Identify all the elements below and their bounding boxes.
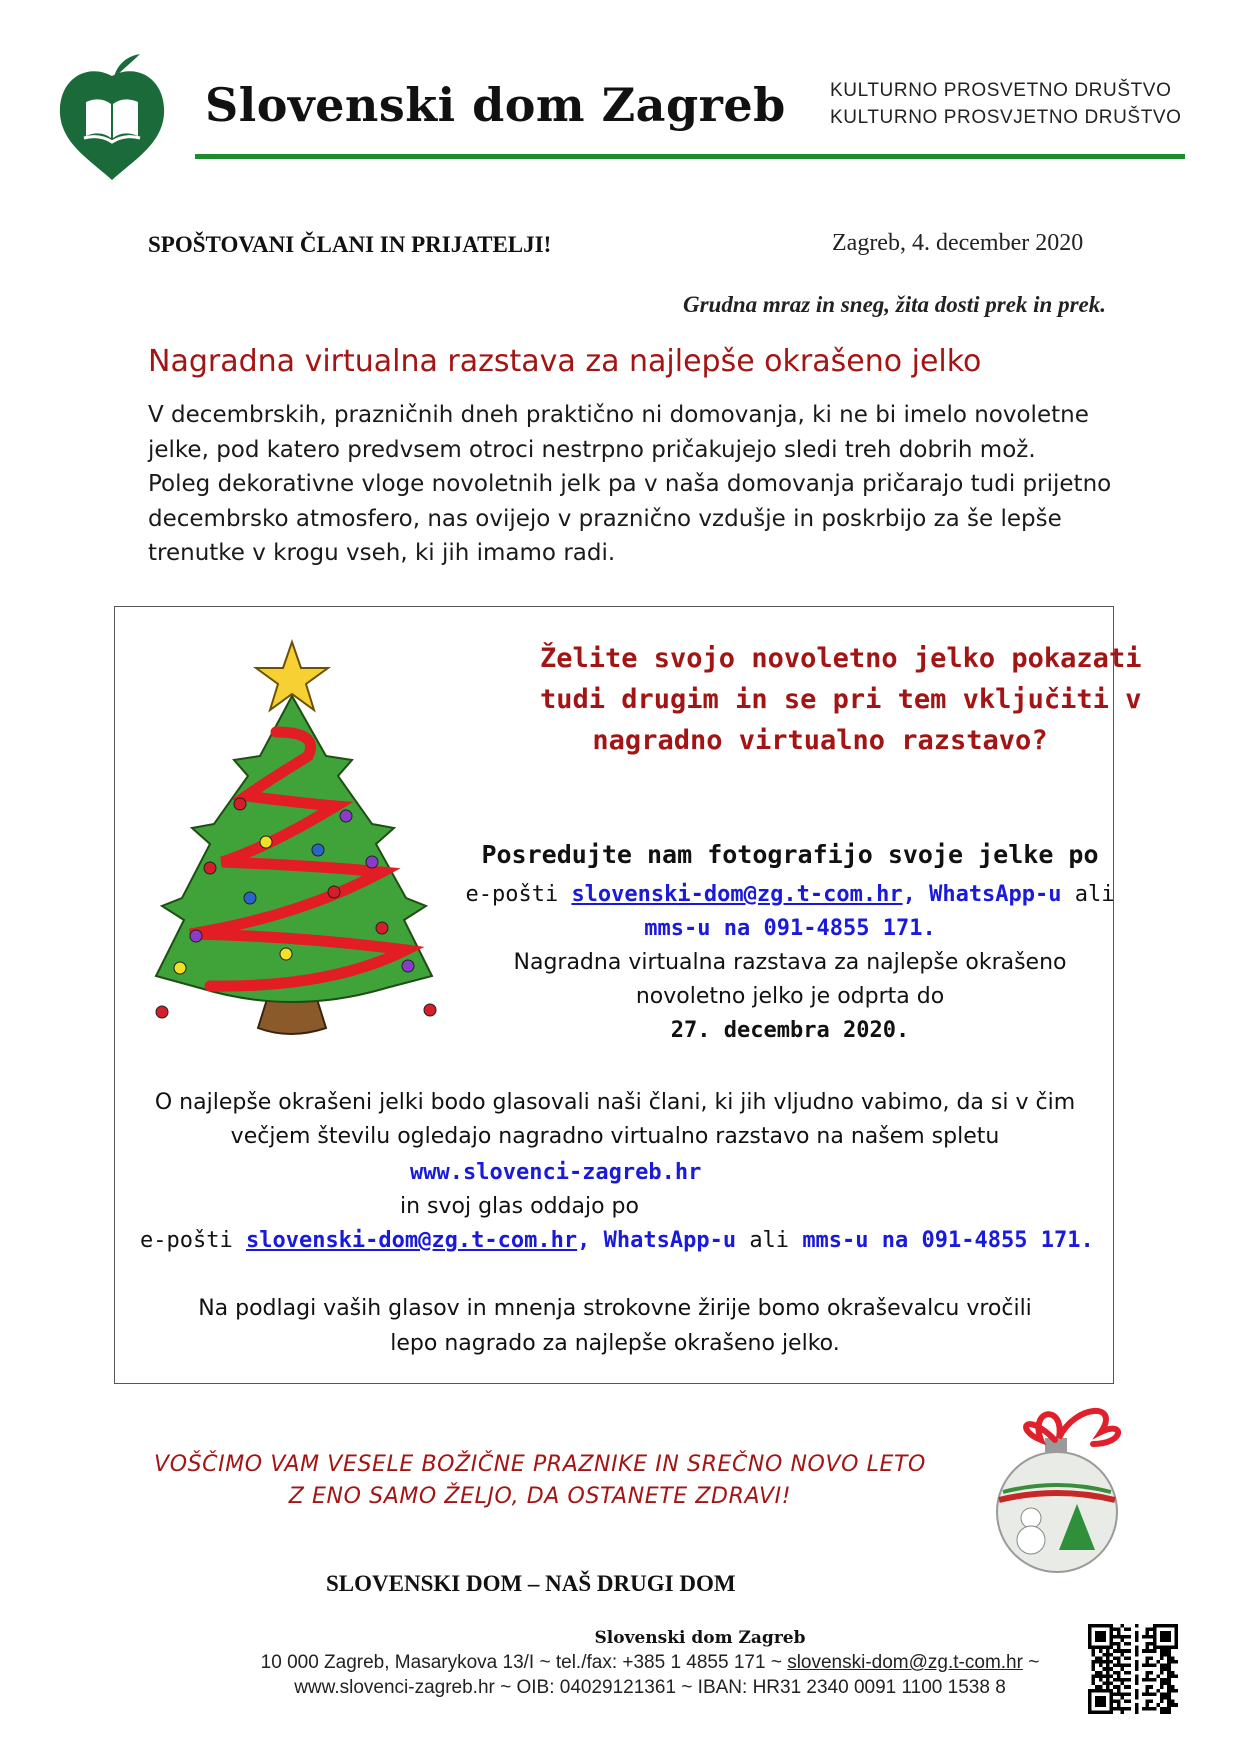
mms-number: mms-u na 091-4855 171. — [802, 1228, 1094, 1253]
footer-identifiers-line: www.slovenci-zagreb.hr ~ OIB: 04029121361 ~ IBAN: HR31 2340 0091 1100 1538 8 — [294, 1677, 1006, 1698]
footer-separator: ~ — [1022, 1652, 1040, 1673]
contest-question — [540, 638, 1142, 761]
letter-date: Zagreb, 4. december 2020 — [832, 230, 1084, 256]
question-line: tudi drugim in se pri tem vključiti v — [540, 684, 1142, 715]
exhibition-open-line-2: novoletno jelko je odprta do — [635, 984, 945, 1009]
proverb: Grudna mraz in sneg, žita dosti prek in prek. — [682, 292, 1106, 317]
article-headline: Nagradna virtualna razstava za najlepše okrašeno jelko — [148, 344, 982, 379]
intro-line: jelke, pod katero predvsem otroci nestrpno pričakujejo sledi treh dobrih mož. — [148, 436, 1036, 463]
qr-code-icon — [1088, 1624, 1178, 1714]
email-prefix: e-pošti — [465, 882, 559, 907]
header-divider — [195, 154, 1185, 159]
prize-line-1: Na podlagi vaših glasov in mnenja strokovne žirije bomo okraševalcu vročili — [198, 1296, 1032, 1321]
submission-heading: Posredujte nam fotografijo svoje jelke po — [481, 840, 1099, 869]
whatsapp-text: WhatsApp-u — [603, 1228, 737, 1253]
comma-separator: , — [577, 1228, 591, 1253]
email-link[interactable]: slovenski-dom@zg.t-com.hr — [245, 1228, 578, 1253]
prize-line-2: lepo nagrado za najlepše okrašeno jelko. — [390, 1331, 840, 1356]
christmas-tree-illustration — [150, 636, 440, 1056]
mms-number: mms-u na 091-4855 171. — [644, 916, 936, 941]
book-leaf-logo-icon — [56, 52, 168, 184]
christmas-ornament-illustration — [985, 1400, 1135, 1580]
association-line-croatian: KULTURNO PROSVJETNO DRUŠTVO — [830, 107, 1182, 128]
or-word: ali — [1074, 882, 1115, 907]
footer-address: 10 000 Zagreb, Masarykova 13/I ~ tel./fax: +385 1 4855 171 ~ — [260, 1652, 788, 1673]
whatsapp-text: WhatsApp-u — [929, 882, 1062, 907]
footer-organization-name: Slovenski dom Zagreb — [594, 1628, 806, 1648]
exhibition-end-date: 27. decembra 2020. — [670, 1018, 910, 1043]
submission-channels — [440, 882, 1140, 907]
salutation: SPOŠTOVANI ČLANI IN PRIJATELJI! — [148, 232, 552, 257]
intro-line: Poleg dekorativne vloge novoletnih jelk pa v naša domovanja pričarajo tudi prijetno — [148, 471, 1112, 497]
intro-line: V decembrskih, prazničnih dneh praktično ni domovanja, ki ne bi imelo novoletne — [148, 402, 1089, 428]
voting-line-2: večjem številu ogledajo nagradno virtualno razstavo na našem spletu — [230, 1124, 1000, 1149]
exhibition-open-line-1: Nagradna virtualna razstava za najlepše okrašeno — [513, 950, 1067, 975]
voting-channels — [140, 1228, 1094, 1253]
intro-paragraph — [148, 398, 1128, 571]
or-word: ali — [749, 1228, 790, 1253]
intro-line: decembrsko atmosfero, nas ovijejo v praznično vzdušje in poskrbijo za še lepše — [148, 505, 1062, 532]
greeting-line-2: Z ENO SAMO ŽELJO, DA OSTANETE ZDRAVI! — [288, 1484, 792, 1509]
intro-line: trenutke v krogu vseh, ki jih imamo radi. — [148, 540, 616, 566]
question-line: Želite svojo novoletno jelko pokazati — [540, 643, 1142, 674]
footer-address-line — [100, 1652, 1200, 1674]
email-prefix: e-pošti — [140, 1228, 233, 1253]
website-link[interactable]: www.slovenci-zagreb.hr — [410, 1160, 702, 1185]
motto: SLOVENSKI DOM – NAŠ DRUGI DOM — [326, 1571, 736, 1596]
comma-separator: , — [902, 882, 916, 907]
question-line: nagradno virtualno razstavo? — [592, 725, 1048, 756]
voting-line-1: O najlepše okrašeni jelki bodo glasovali naši člani, ki jih vljudno vabimo, da si v čim — [154, 1090, 1076, 1115]
organization-name: Slovenski dom Zagreb — [205, 78, 786, 132]
greeting-line-1: VOŠČIMO VAM VESELE BOŽIČNE PRAZNIKE IN SREČNO NOVO LETO — [154, 1452, 926, 1477]
association-line-slovene: KULTURNO PROSVETNO DRUŠTVO — [830, 80, 1172, 101]
email-link[interactable]: slovenski-dom@zg.t-com.hr — [571, 882, 903, 907]
voting-line-3: in svoj glas oddajo po — [400, 1194, 639, 1219]
footer-email-link[interactable]: slovenski-dom@zg.t-com.hr — [787, 1652, 1023, 1673]
